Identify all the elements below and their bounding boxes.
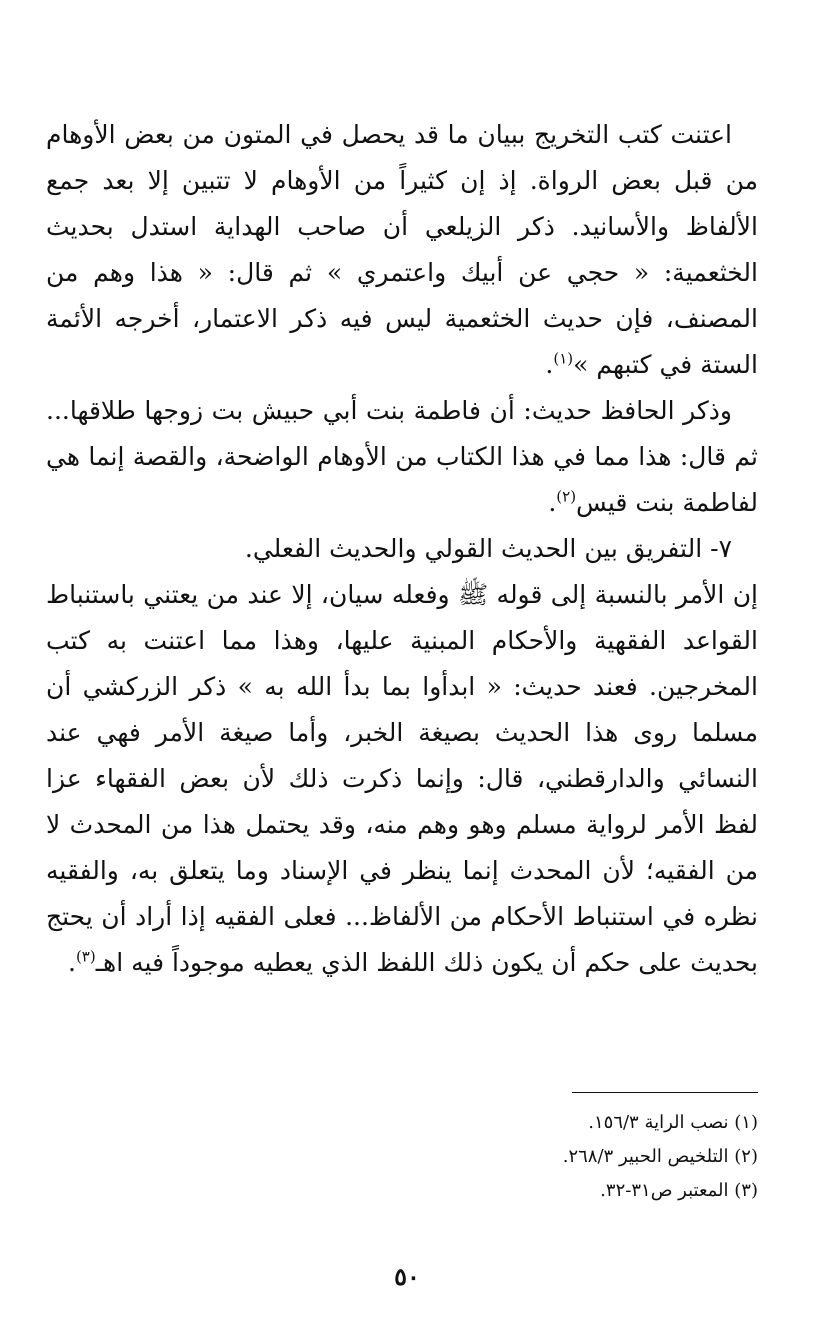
- paragraph-zarkashi: [46, 572, 758, 986]
- section-heading: [46, 526, 758, 572]
- heading-text: ٧- التفريق بين الحديث القولي والحديث الفعلي.: [244, 534, 732, 563]
- footnotes: [300, 1106, 758, 1208]
- footnote-ref: (٢): [556, 487, 577, 506]
- footnote-item: (١) نصب الراية ١٥٦/٣.: [588, 1112, 758, 1133]
- paragraph-text: وذكر الحافظ حديث: أن فاطمة بنت أبي حبيش بت زوجها طلاقها... ثم قال: هذا مما في هذا الكتاب من الأوهام الواضحة، والقصة إنما هي لفاطمة بنت قيس: [46, 396, 758, 517]
- paragraph-end: .: [545, 350, 554, 379]
- paragraph-zaylai: [46, 112, 758, 388]
- footnote-ref: (١): [553, 349, 574, 368]
- paragraph-end: .: [67, 948, 76, 977]
- page-number: ٥٠: [394, 1262, 420, 1291]
- paragraph-end: .: [548, 488, 557, 517]
- main-text: [46, 112, 758, 986]
- paragraph-hafiz: [46, 388, 758, 526]
- footnote-ref: (٣): [75, 947, 96, 966]
- paragraph-text: إن الأمر بالنسبة إلى قوله ﷺ وفعله سيان، إلا عند من يعتني باستنباط القواعد الفقهية والأحكام المبنية عليها، وهذا مما اعتنت به كتب المخرجين. فعند حديث: « ابدأوا بما بدأ الله به » ذكر الزركشي أن مسلما روى هذا الحديث بصيغة الخبر، وأما صيغة الأمر فهي عند النسائي والدارقطني، قال: وإنما ذكرت ذلك لأن بعض الفقهاء عزا لفظ الأمر لرواية مسلم وهو وهم منه، وقد يحتمل هذا من المحدث لا من الفقيه؛ لأن المحدث إنما ينظر في الإسناد وما يتعلق به، والفقيه نظره في استنباط الأحكام من الألفاظ... فعلى الفقيه إذا أراد أن يحتج بحديث على حكم أن يكون ذلك اللفظ الذي يعطيه موجوداً فيه اهـ: [46, 580, 758, 977]
- footnote-item: (٢) التلخيص الحبير ٢٦٨/٣.: [562, 1146, 758, 1167]
- footnote-separator: [572, 1092, 758, 1093]
- footnote-item: (٣) المعتبر ص٣١-٣٢.: [600, 1180, 758, 1201]
- paragraph-text: اعتنت كتب التخريج ببيان ما قد يحصل في المتون من بعض الأوهام من قبل بعض الرواة. إذ إن كثيراً من الأوهام لا تتبين إلا بعد جمع الألفاظ والأسانيد. ذكر الزيلعي أن صاحب الهداية استدل بحديث الخثعمية: « حجي عن أبيك واعتمري » ثم قال: « هذا وهم من المصنف، فإن حديث الخثعمية ليس فيه ذكر الاعتمار، أخرجه الأئمة الستة في كتبهم »: [46, 120, 758, 379]
